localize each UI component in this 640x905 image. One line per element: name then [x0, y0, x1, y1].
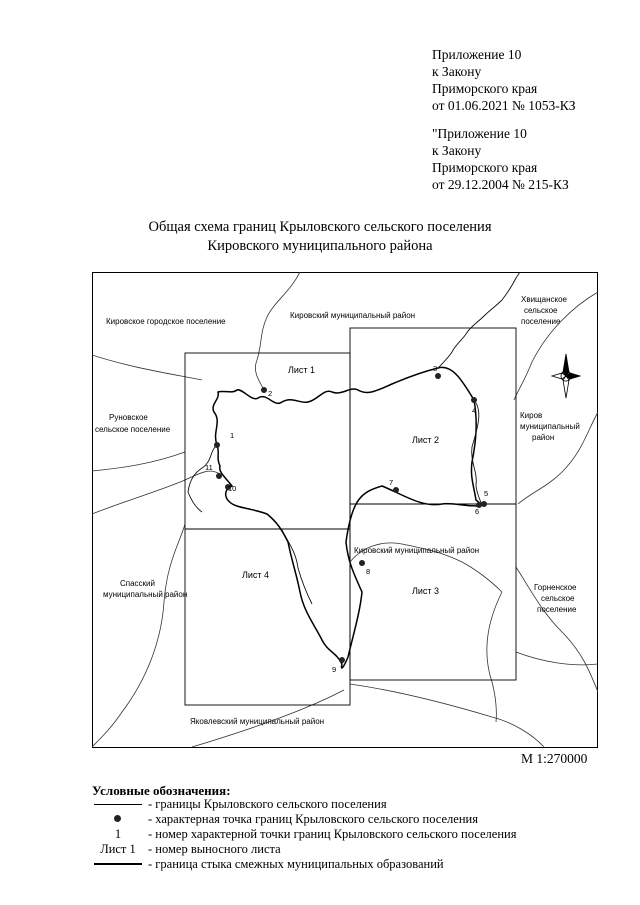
- legend-text: - граница стыка смежных муниципальных образований: [148, 857, 444, 871]
- legend-text: - границы Крыловского сельского поселения: [148, 797, 387, 811]
- boundary-map: [92, 272, 598, 748]
- label-runovskoe-2: сельское поселение: [95, 425, 171, 434]
- legend-symbol-thick-line: [92, 856, 144, 872]
- label-khvishchanskoe-2: сельское: [524, 306, 558, 315]
- boundary-gorenskoe: [516, 652, 598, 665]
- legend-item: [92, 841, 572, 857]
- map-scale: М 1:270000: [521, 751, 588, 766]
- point-2: [261, 387, 267, 393]
- label-kirovsky-rayon-top: Кировский муниципальный район: [290, 311, 416, 320]
- legend-item: [92, 826, 572, 842]
- label-kirovskoe-gorodskoe: Кировское городское поселение: [106, 317, 226, 326]
- legend-item: [92, 856, 572, 872]
- label-kirovsky-right-2: муниципальный: [520, 422, 580, 431]
- point-4: [471, 397, 477, 403]
- point-label-9: 9: [332, 665, 337, 674]
- legend-text: - номер характерной точки границ Крыловского сельского поселения: [148, 827, 517, 841]
- sheet-label-3: Лист 3: [412, 586, 440, 596]
- point-1: [214, 442, 220, 448]
- label-spassky-2: муниципальный район: [103, 590, 188, 599]
- boundary-left-runovskoe: [92, 452, 185, 471]
- point-9: [339, 657, 345, 663]
- boundary-left-lower: [92, 524, 188, 747]
- sheet-frame-4: [185, 529, 350, 705]
- legend-symbol-sheet: Лист 1: [100, 842, 136, 856]
- annex-line: к Закону: [432, 64, 482, 79]
- map-frame: [93, 273, 598, 748]
- river-south: [282, 530, 312, 604]
- annex-line: "Приложение 10: [432, 126, 527, 141]
- annex-line: к Закону: [432, 143, 482, 158]
- sheet-label-2: Лист 2: [412, 435, 440, 445]
- krylovskoe-boundary: [213, 367, 482, 668]
- legend-symbol-dot-icon: [92, 811, 144, 827]
- boundary-left-middle: [92, 471, 220, 514]
- legend-item: [92, 811, 572, 827]
- point-label-2: 2: [268, 389, 273, 398]
- annex-previous: [432, 125, 569, 193]
- legend-symbol-line: [92, 796, 144, 812]
- boundary-bottom-mid: [350, 684, 544, 747]
- legend-symbol-number: 1: [114, 827, 122, 841]
- point-8: [359, 560, 365, 566]
- point-label-11: 11: [205, 463, 213, 472]
- label-gorenskoe-2: сельское: [541, 594, 575, 603]
- map-subtitle: Кировского муниципального района: [207, 238, 433, 254]
- sheet-frame-1: [185, 353, 350, 529]
- neighbor-boundaries: [92, 272, 598, 747]
- river-north: [438, 272, 520, 368]
- point-7: [393, 487, 399, 493]
- river-west: [188, 445, 217, 512]
- label-runovskoe-1: Руновское: [109, 413, 148, 422]
- sheet-label-1: Лист 1: [288, 365, 316, 375]
- label-kirovsky-right-3: район: [532, 433, 555, 442]
- annex-line: от 29.12.2004 № 215-КЗ: [432, 177, 569, 192]
- point-label-6: 6: [475, 507, 480, 516]
- point-label-7: 7: [389, 478, 394, 487]
- label-khvishchanskoe-3: поселение: [521, 317, 561, 326]
- point-label-3: 3: [433, 364, 438, 373]
- label-gorenskoe-3: поселение: [537, 605, 577, 614]
- label-gorenskoe-1: Горненское: [534, 583, 577, 592]
- label-spassky-1: Спасский: [120, 579, 155, 588]
- point-11: [216, 473, 222, 479]
- map-title: Общая схема границ Крыловского сельского поселения: [148, 219, 492, 235]
- sheet-frame-2: [350, 328, 516, 504]
- boundary-inner-south: [487, 592, 502, 722]
- point-label-10: 10: [228, 484, 237, 493]
- label-khvishchanskoe-1: Хвищанское: [521, 295, 567, 304]
- legend-item: [92, 796, 572, 812]
- annex-line: Приморского края: [432, 81, 538, 96]
- point-5: [481, 501, 487, 507]
- point-label-8: 8: [366, 567, 371, 576]
- label-kirovsky-inner: Кировский муниципальный район: [354, 546, 480, 555]
- label-kirovsky-right-1: Киров: [520, 411, 543, 420]
- point-label-4: 4: [472, 406, 477, 415]
- annex-line: Приложение 10: [432, 47, 522, 62]
- legend-text: - характерная точка границ Крыловского сельского поселения: [148, 812, 478, 826]
- label-yakovlevsky: Яковлевский муниципальный район: [190, 717, 325, 726]
- point-3: [435, 373, 441, 379]
- point-label-5: 5: [484, 489, 489, 498]
- sheet-label-4: Лист 4: [242, 570, 270, 580]
- boundary-left-upper: [92, 355, 202, 380]
- north-arrow-icon: [552, 354, 580, 398]
- legend-text: - номер выносного листа: [148, 842, 281, 856]
- point-label-1: 1: [230, 431, 235, 440]
- annex-current: [432, 46, 576, 114]
- annex-line: от 01.06.2021 № 1053-КЗ: [432, 98, 576, 113]
- annex-line: Приморского края: [432, 160, 538, 175]
- point-labels: [205, 364, 488, 674]
- legend-title: Условные обозначения:: [92, 783, 231, 798]
